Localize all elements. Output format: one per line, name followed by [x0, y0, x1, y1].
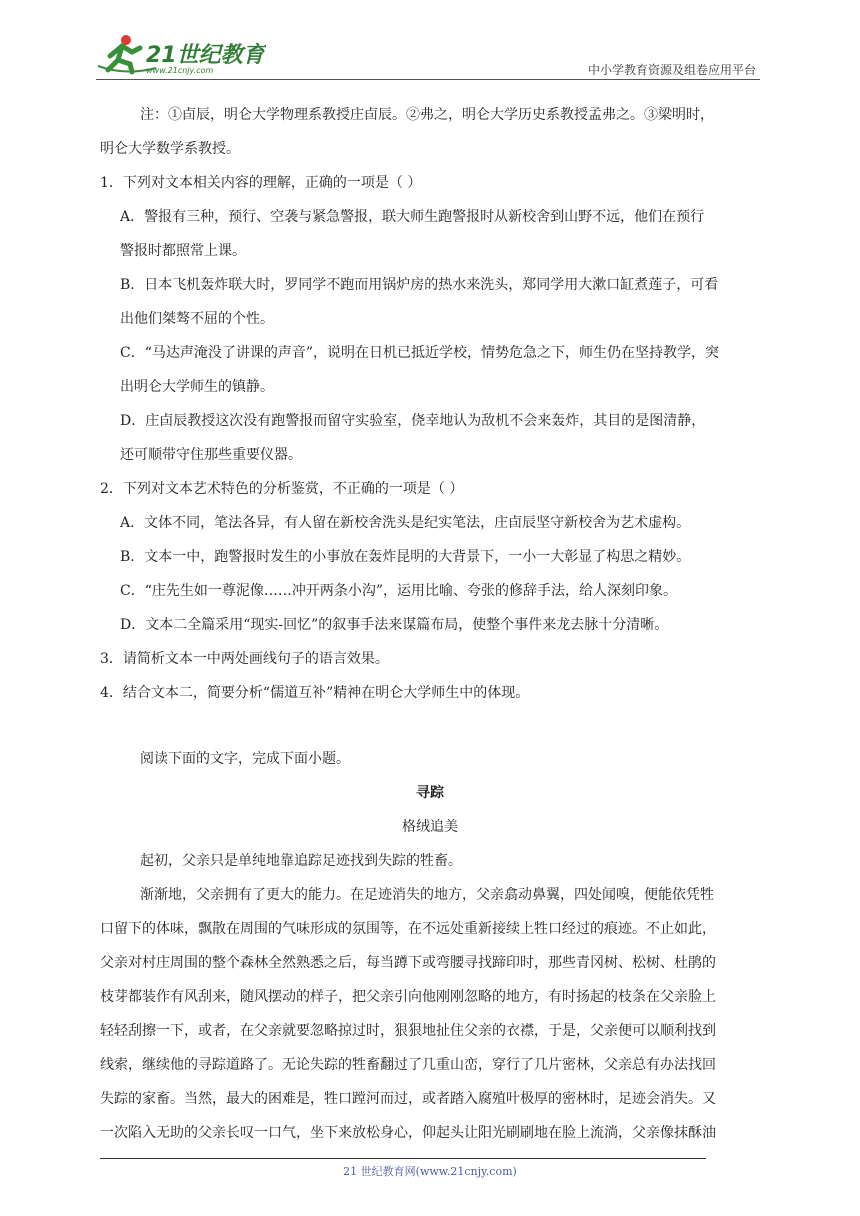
- page-footer: 21 世纪教育网(www.21cnjy.com): [343, 1165, 517, 1178]
- article-paragraph-line: 一次陷入无助的父亲长叹一口气，坐下来放松身心，仰起头让阳光刷刷地在脸上流淌，父亲像抹酥油: [100, 1125, 716, 1141]
- q2-option-a: A．文体不同，笔法各异，有人留在新校舍洗头是纪实笔法，庄卣辰坚守新校舍为艺术虚构。: [120, 515, 691, 531]
- reading-instruction: 阅读下面的文字，完成下面小题。: [140, 751, 350, 767]
- q2-option-d: D．文本二全篇采用“现实-回忆”的叙事手法来谋篇布局，使整个事件来龙去脉十分清晰。: [120, 617, 669, 633]
- article-title: 寻踪: [416, 785, 444, 801]
- q2-option-c: C．“庄先生如一尊泥像……冲开两条小沟”，运用比喻、夸张的修辞手法，给人深刻印象。: [120, 583, 678, 599]
- question-3: 3．请简析文本一中两处画线句子的语言效果。: [100, 651, 389, 667]
- article-paragraph-line: 轻轻刮擦一下，或者，在父亲就要忽略掠过时，狠狠地扯住父亲的衣襟，于是，父亲便可以顺利找到: [100, 1023, 716, 1039]
- site-logo: [96, 32, 266, 76]
- article-paragraph-line: 失踪的家畜。当然，最大的困难是，牲口蹚河而过，或者踏入腐殖叶极厚的密林时，足迹会消失。又: [100, 1091, 716, 1107]
- question-2-stem: 2．下列对文本艺术特色的分析鉴赏，不正确的一项是（ ）: [100, 481, 464, 497]
- q2-option-b: B．文本一中，跑警报时发生的小事放在轰炸昆明的大背景下，一小一大彰显了构思之精妙。: [120, 549, 691, 565]
- document-body: [100, 98, 760, 1150]
- platform-name: 中小学教育资源及组卷应用平台: [587, 63, 756, 77]
- footer-divider: [100, 1158, 706, 1159]
- q1-option-a-cont: 警报时都照常上课。: [120, 243, 246, 259]
- svg-text:21世纪教育: 21世纪教育: [146, 43, 265, 68]
- article-paragraph-line: 父亲对村庄周围的整个森林全然熟悉之后，每当蹲下或弯腰寻找蹄印时，那些青冈树、松树、杜鹃的: [100, 955, 716, 971]
- q1-option-d: D．庄卣辰教授这次没有跑警报而留守实验室，侥幸地认为敌机不会来轰炸，其目的是图清静，: [120, 413, 706, 429]
- q1-option-c: C．“马达声淹没了讲课的声音”，说明在日机已抵近学校，情势危急之下，师生仍在坚持教学，突: [120, 345, 720, 361]
- note-line: 注：①卣辰，明仑大学物理系教授庄卣辰。②弗之，明仑大学历史系教授孟弗之。③梁明时，: [140, 107, 714, 123]
- q1-option-c-cont: 出明仑大学师生的镇静。: [120, 379, 274, 395]
- q1-option-b: B．日本飞机轰炸联大时，罗同学不跑而用锅炉房的热水来洗头，郑同学用大漱口缸煮莲子，可看: [120, 277, 719, 293]
- svg-text:www.21cnjy.com: www.21cnjy.com: [146, 66, 214, 75]
- question-4: 4．结合文本二，简要分析“儒道互补”精神在明仑大学师生中的体现。: [100, 685, 530, 701]
- question-1-stem: 1．下列对文本相关内容的理解，正确的一项是（ ）: [100, 175, 422, 191]
- article-paragraph-line: 口留下的体味，飘散在周围的气味形成的氛围等，在不远处重新接续上牲口经过的痕迹。不止如此，: [100, 921, 716, 937]
- q1-option-a: A．警报有三种，预行、空袭与紧急警报，联大师生跑警报时从新校舍到山野不远，他们在预行: [120, 209, 705, 225]
- header-divider: [96, 79, 760, 80]
- logo-runner-icon: [96, 32, 266, 76]
- article-author: 格绒追美: [402, 819, 458, 835]
- article-paragraph: 起初，父亲只是单纯地靠追踪足迹找到失踪的牲畜。: [140, 853, 462, 869]
- article-paragraph-line: 线索，继续他的寻踪道路了。无论失踪的牲畜翻过了几重山峦，穿行了几片密林，父亲总有办法找回: [100, 1057, 716, 1073]
- q1-option-d-cont: 还可顺带守住那些重要仪器。: [120, 447, 302, 463]
- article-paragraph-line: 枝芽都装作有风刮来，随风摆动的样子，把父亲引向他刚刚忽略的地方，有时扬起的枝条在父亲脸上: [100, 989, 716, 1005]
- page-header: [96, 32, 760, 80]
- article-paragraph-line: 渐渐地，父亲拥有了更大的能力。在足迹消失的地方，父亲翕动鼻翼，四处闻嗅，便能依凭牲: [140, 887, 714, 903]
- q1-option-b-cont: 出他们桀骜不屈的个性。: [120, 311, 274, 327]
- section-spacer: [100, 710, 760, 742]
- note-line: 明仑大学数学系教授。: [100, 141, 240, 157]
